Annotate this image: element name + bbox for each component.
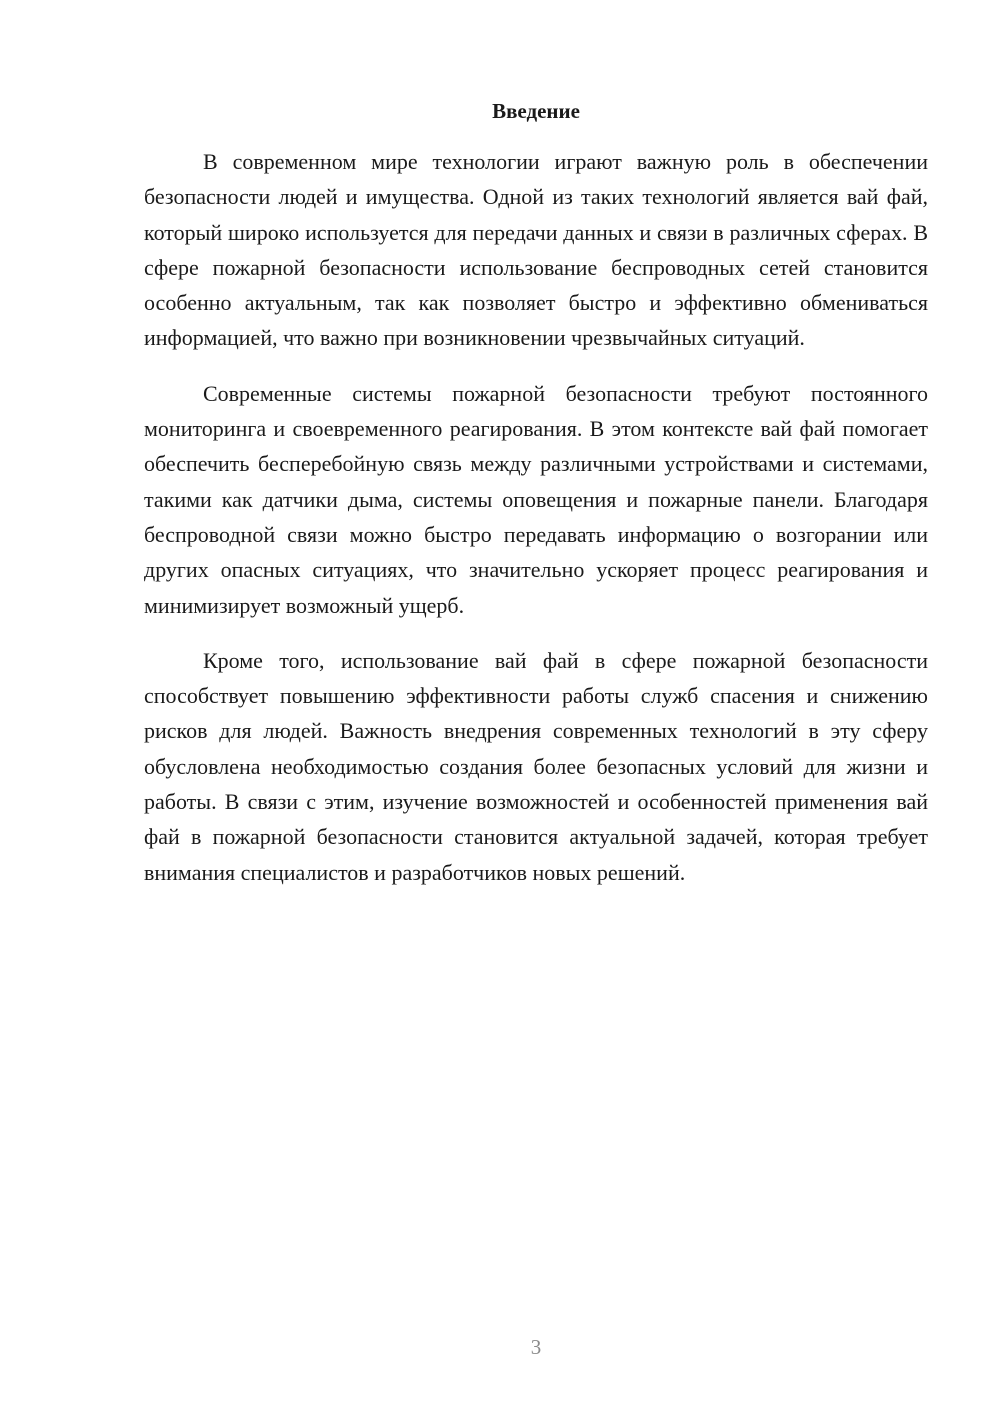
page-number: 3 [530,1335,542,1359]
paragraph: В современном мире технологии играют важную роль в обеспечении безопасности людей и имущества. Одной из таких технологий является вай фай, который широко используется для передачи данных и связи в различных сферах. В сфере пожарной безопасности использование беспроводных сетей становится особенно актуальным, так как позволяет быстро и эффективно обмениваться информацией, что важно при возникновении чрезвычайных ситуаций. [144,149,928,351]
body-text [144,144,928,890]
paragraph: Современные системы пожарной безопасности требуют постоянного мониторинга и своевременного реагирования. В этом контексте вай фай помогает обеспечить бесперебойную связь между различными устройствами и системами, такими как датчики дыма, системы оповещения и пожарные панели. Благодаря беспроводной связи можно быстро передавать информацию о возгорании или других опасных ситуациях, что значительно ускоряет процесс реагирования и минимизирует возможный ущерб. [144,380,928,618]
section-title: Введение [492,99,580,123]
paragraph: Кроме того, использование вай фай в сфере пожарной безопасности способствует повышению эффективности работы служб спасения и снижению рисков для людей. Важность внедрения современных технологий в эту сферу обусловлена необходимостью создания более безопасных условий для жизни и работы. В связи с этим, изучение возможностей и особенностей применения вай фай в пожарной безопасности становится актуальной задачей, которая требует внимания специалистов и разработчиков новых решений. [144,647,928,885]
